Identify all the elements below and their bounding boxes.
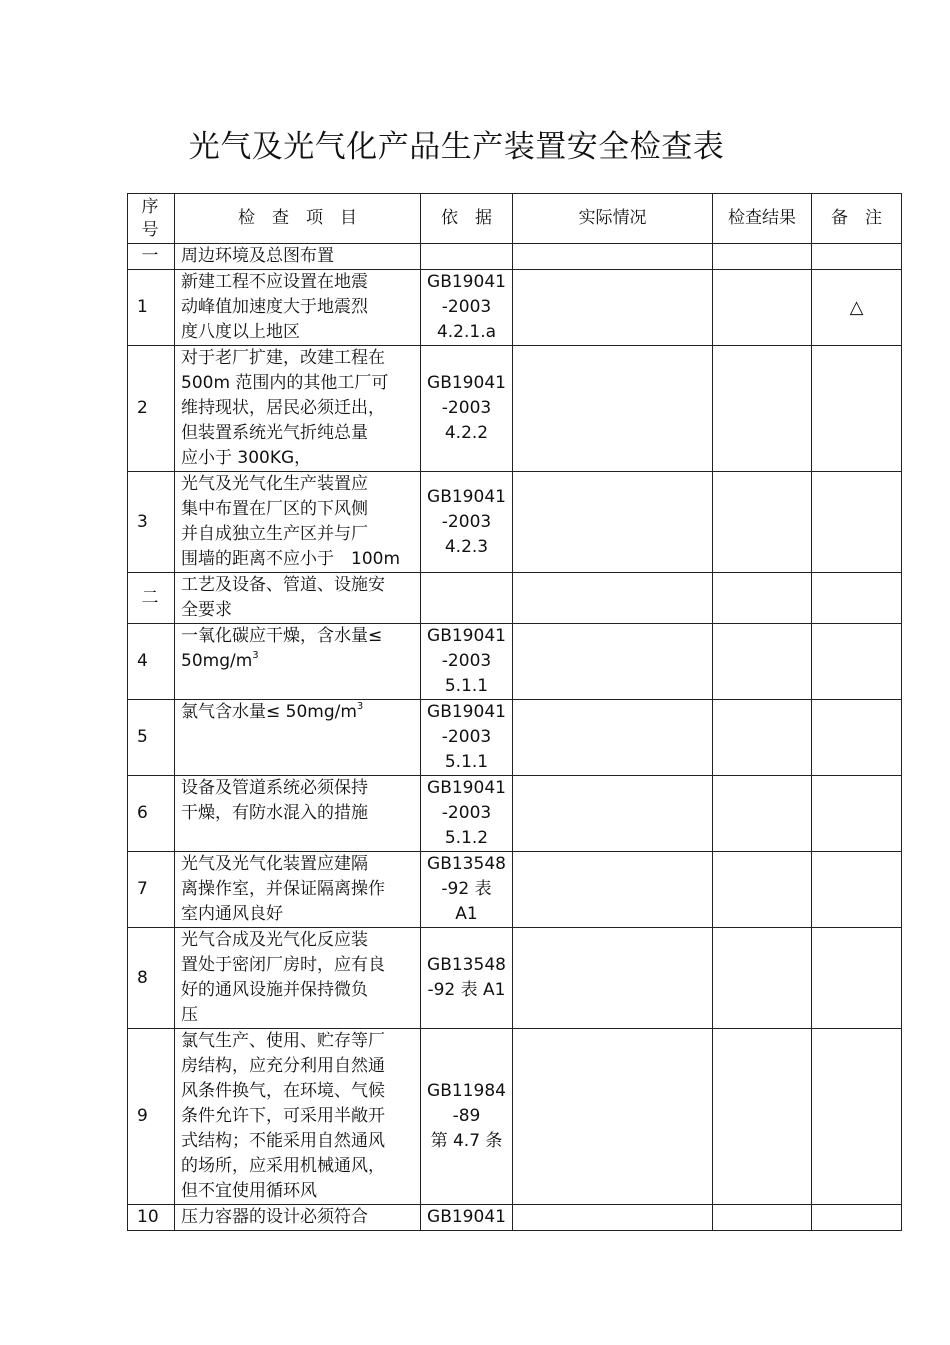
item-line: 围墙的距离不应小于 100m (181, 549, 401, 569)
row-result[interactable] (713, 1205, 812, 1231)
row-item (175, 573, 421, 624)
item-line: 周边环境及总图布置 (181, 246, 334, 266)
item-line: 应小于 300KG， (181, 448, 312, 468)
row-basis (421, 270, 513, 346)
item-line: 置处于密闭厂房时，应有良 (181, 955, 385, 975)
row-seq: 1 (128, 270, 175, 346)
basis-line: GB19041 (427, 626, 506, 646)
basis-line: 5.1.1 (444, 752, 489, 772)
item-line: 风条件换气，在环境、气候 (181, 1081, 385, 1101)
row-remark (812, 244, 902, 270)
row-actual[interactable] (513, 346, 713, 472)
row-basis (421, 852, 513, 928)
basis-line: GB11984 (427, 1081, 506, 1101)
row-actual[interactable] (513, 270, 713, 346)
row-remark (812, 1205, 902, 1231)
row-seq: 9 (128, 1029, 175, 1205)
header-item: 检 查 项 目 (175, 194, 421, 244)
document-title: 光气及光气化产品生产装置安全检查表 (188, 129, 725, 165)
basis-line: 4.2.3 (444, 536, 489, 557)
item-line: 但装置系统光气折纯总量 (181, 423, 368, 443)
row-remark (812, 852, 902, 928)
row-seq: 3 (128, 472, 175, 573)
row-item (175, 624, 421, 700)
row-remark: △ (812, 270, 902, 346)
superscript: 3 (252, 650, 259, 661)
item-line: 室内通风良好 (181, 904, 283, 924)
header-remark: 备 注 (812, 194, 902, 244)
inspection-table (127, 193, 902, 1231)
item-line: 集中布置在厂区的下风侧 (181, 499, 368, 519)
row-basis (421, 1029, 513, 1205)
row-remark (812, 700, 902, 776)
item-line: 动峰值加速度大于地震烈 (181, 297, 368, 317)
basis-line: GB19041 (427, 702, 506, 722)
item-line: 氯气生产、使用、贮存等厂 (181, 1031, 385, 1051)
item-line: 条件允许下，可采用半敞开 (181, 1106, 385, 1126)
item-line: 并自成独立生产区并与厂 (181, 524, 368, 544)
row-actual[interactable] (513, 928, 713, 1029)
row-result[interactable] (713, 472, 812, 573)
row-basis (421, 346, 513, 472)
row-basis (421, 472, 513, 573)
item-line: 一氧化碳应干燥，含水量≤ (181, 626, 383, 646)
row-seq: 一 (128, 244, 175, 270)
item-line: 光气合成及光气化反应装 (181, 930, 368, 950)
row-remark (812, 573, 902, 624)
row-actual[interactable] (513, 852, 713, 928)
row-actual[interactable] (513, 1205, 713, 1231)
item-line: 氯气含水量≤ $50mg/m^3$ (181, 701, 364, 722)
item-line: 压 (181, 1005, 198, 1025)
row-result[interactable] (713, 928, 812, 1029)
item-line: 好的通风设施并保持微负 (181, 980, 368, 1000)
row-result[interactable] (713, 346, 812, 472)
row-seq: 5 (128, 700, 175, 776)
row-result[interactable] (713, 1029, 812, 1205)
basis-line: -2003 (441, 398, 492, 418)
basis-line: GB19041 (427, 778, 506, 798)
item-line: 但不宜使用循环风 (181, 1181, 317, 1201)
item-line: 离操作室，并保证隔离操作 (181, 879, 385, 899)
row-item (175, 700, 421, 776)
row-remark (812, 472, 902, 573)
basis-line: 5.1.1 (444, 676, 489, 696)
table-header-row (128, 194, 902, 244)
basis-line: 第 4.7 条 (430, 1131, 503, 1151)
row-actual[interactable] (513, 1029, 713, 1205)
row-result[interactable] (713, 776, 812, 852)
row-seq: 二 (128, 573, 175, 624)
basis-line: 4.2.1.a (436, 322, 497, 342)
item-line: 500m 范围内的其他工厂可 (181, 373, 389, 393)
basis-line: -2003 (441, 511, 492, 532)
basis-line: -2003 (441, 727, 492, 747)
basis-line: GB13548 (427, 854, 506, 874)
row-item (175, 776, 421, 852)
row-item (175, 244, 421, 270)
row-item (175, 1205, 421, 1231)
row-basis (421, 776, 513, 852)
item-line: 对于老厂扩建，改建工程在 (181, 348, 385, 368)
item-line: 维持现状，居民必须迁出， (181, 398, 385, 418)
table-row (128, 1029, 902, 1205)
row-result[interactable] (713, 624, 812, 700)
row-remark (812, 1029, 902, 1205)
row-result[interactable] (713, 244, 812, 270)
row-actual[interactable] (513, 472, 713, 573)
item-line: 全要求 (181, 600, 232, 620)
table-row (128, 700, 902, 776)
item-line: 房结构，应充分利用自然通 (181, 1056, 385, 1076)
basis-line: -2003 (441, 297, 492, 317)
table-row (128, 244, 902, 270)
basis-line: -92 表 A1 (427, 980, 506, 1000)
basis-line: -92 表 (441, 879, 492, 899)
row-basis (421, 573, 513, 624)
item-line: 干燥，有防水混入的措施 (181, 803, 368, 823)
basis-line: -89 (452, 1106, 481, 1126)
basis-line: 4.2.2 (444, 423, 489, 443)
basis-line: GB19041 (427, 272, 506, 292)
row-seq: 2 (128, 346, 175, 472)
row-seq: 8 (128, 928, 175, 1029)
basis-line: GB13548 (427, 955, 506, 975)
row-actual[interactable] (513, 700, 713, 776)
row-basis (421, 1205, 513, 1231)
table-row (128, 624, 902, 700)
table-row (128, 573, 902, 624)
item-line: 工艺及设备、管道、设施安 (181, 575, 385, 595)
row-basis (421, 244, 513, 270)
table-row (128, 270, 902, 346)
row-seq: 6 (128, 776, 175, 852)
row-actual[interactable] (513, 776, 713, 852)
row-actual[interactable] (513, 244, 713, 270)
item-line: 式结构；不能采用自然通风 (181, 1131, 385, 1151)
row-result[interactable] (713, 852, 812, 928)
basis-line: GB19041 (427, 1207, 506, 1227)
basis-line: -2003 (441, 803, 492, 823)
row-seq: 4 (128, 624, 175, 700)
item-line: 新建工程不应设置在地震 (181, 272, 368, 292)
item-line: 设备及管道系统必须保持 (181, 778, 368, 798)
row-basis (421, 624, 513, 700)
item-line: 光气及光气化装置应建隔 (181, 854, 368, 874)
basis-line: GB19041 (427, 373, 506, 393)
row-basis (421, 928, 513, 1029)
row-item (175, 928, 421, 1029)
row-item (175, 1029, 421, 1205)
header-seq: 序 号 (128, 194, 175, 244)
superscript: 3 (356, 701, 364, 712)
header-result: 检查结果 (713, 194, 812, 244)
row-remark (812, 346, 902, 472)
table-row (128, 472, 902, 573)
basis-line: GB19041 (427, 486, 506, 507)
item-line: 度八度以上地区 (181, 322, 300, 342)
row-item (175, 346, 421, 472)
row-remark (812, 624, 902, 700)
row-basis (421, 700, 513, 776)
item-line: $50mg/m^3$ (181, 650, 259, 671)
header-basis: 依 据 (421, 194, 513, 244)
table-row (128, 776, 902, 852)
row-seq: 7 (128, 852, 175, 928)
row-result[interactable] (713, 700, 812, 776)
basis-line: -2003 (441, 651, 492, 671)
row-seq: 10 (128, 1205, 175, 1231)
row-item (175, 852, 421, 928)
item-line: 的场所，应采用机械通风， (181, 1156, 385, 1176)
table-row (128, 852, 902, 928)
table-row (128, 346, 902, 472)
row-actual[interactable] (513, 624, 713, 700)
row-remark (812, 776, 902, 852)
table-row (128, 928, 902, 1029)
item-line: 光气及光气化生产装置应 (181, 474, 368, 494)
row-item (175, 270, 421, 346)
basis-line: 5.1.2 (444, 828, 489, 848)
row-remark (812, 928, 902, 1029)
basis-line: A1 (455, 904, 478, 924)
row-item (175, 472, 421, 573)
row-actual[interactable] (513, 573, 713, 624)
table-row (128, 1205, 902, 1231)
row-result[interactable] (713, 573, 812, 624)
header-actual: 实际情况 (513, 194, 713, 244)
row-result[interactable] (713, 270, 812, 346)
item-line: 压力容器的设计必须符合 (181, 1207, 368, 1227)
